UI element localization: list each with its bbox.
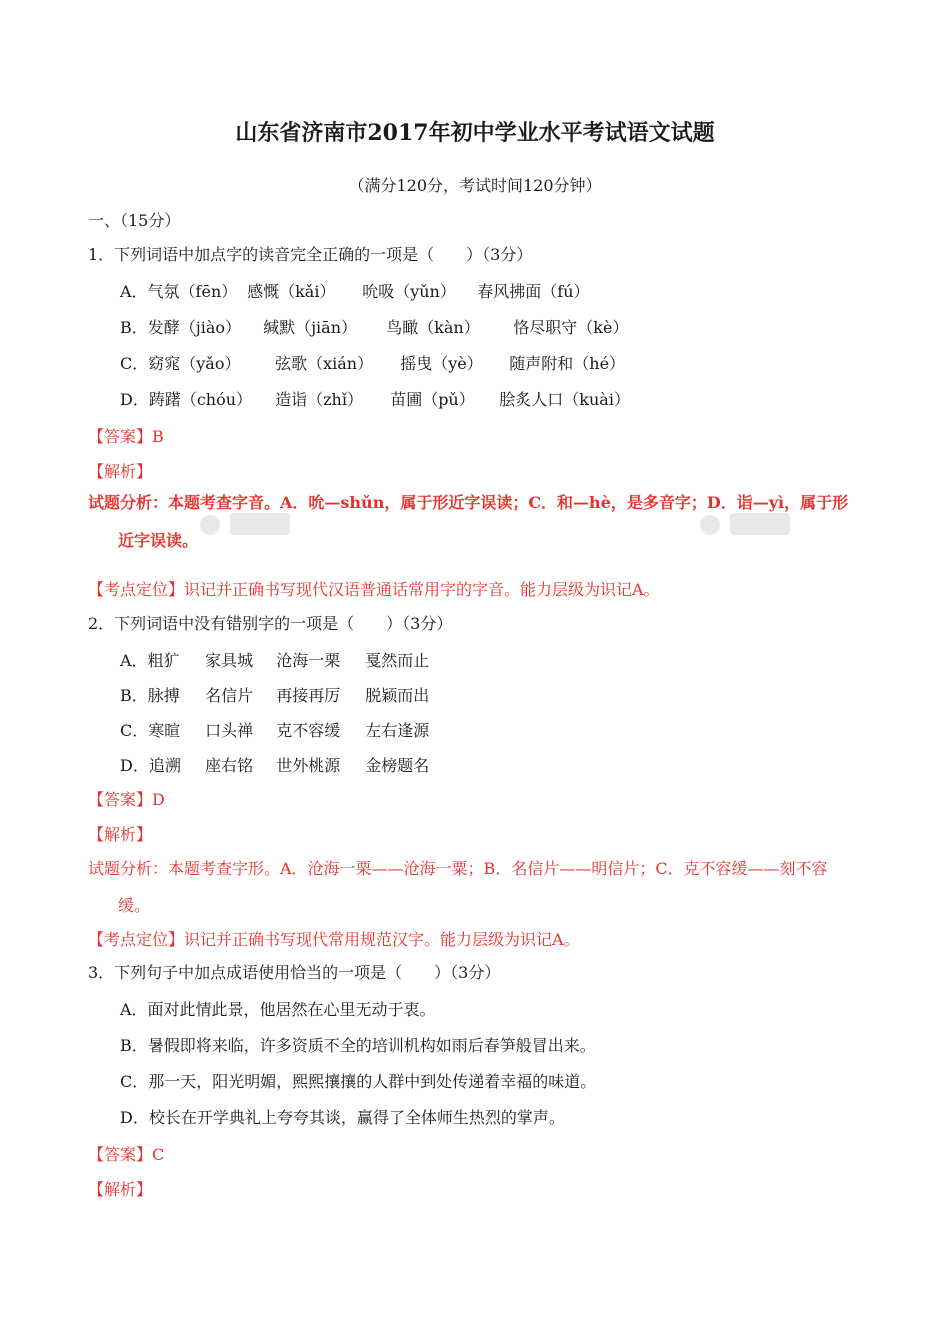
key-point: 【考点定位】识记并正确书写现代汉语普通话常用字的字音。能力层级为识记A。 [88, 580, 660, 599]
page-title: 山东省济南市2017年初中学业水平考试语文试题 [235, 120, 715, 146]
option-term: 随声附和（hé） [509, 354, 626, 373]
option-term: 弦歌（xián） [275, 354, 374, 373]
question-3-stem: 3．下列句子中加点成语使用恰当的一项是（ ）（3分） [88, 963, 501, 982]
option-term: 缄默（jiān） [263, 318, 358, 337]
option-term: 家具城 [205, 651, 254, 670]
q2-option-a [120, 650, 429, 672]
option-term: D．踌躇（chóu） [120, 390, 253, 409]
key-point: 【考点定位】识记并正确书写现代常用规范汉字。能力层级为识记A。 [88, 930, 580, 949]
option-term: A．气氛（fēn） [120, 282, 238, 301]
q3-option-c: C．那一天，阳光明媚，熙熙攘攘的人群中到处传递着幸福的味道。 [120, 1072, 597, 1091]
section-heading: 一、（15分） [88, 211, 181, 230]
analysis-label: 【解析】 [88, 1180, 153, 1199]
q1-option-c [120, 353, 625, 375]
option-term: 春风拂面（fú） [477, 282, 590, 301]
option-term: 吮吸（yǔn） [362, 282, 456, 301]
option-term: D．追溯 [120, 756, 181, 775]
option-term: 苗圃（pǔ） [390, 390, 475, 409]
answer-label: 【答案】B [88, 427, 164, 446]
q3-option-b: B．暑假即将来临，许多资质不全的培训机构如雨后春笋般冒出来。 [120, 1036, 596, 1055]
option-term: C．寒暄 [120, 721, 181, 740]
option-term: 感慨（kǎi） [247, 282, 336, 301]
option-term: B．发酵（jiào） [120, 318, 242, 337]
option-term: 左右逢源 [365, 721, 430, 740]
analysis-label: 【解析】 [88, 825, 153, 844]
answer-label: 【答案】C [88, 1145, 165, 1164]
option-term: A．粗犷 [120, 651, 180, 670]
analysis-text: 试题分析：本题考查字音。A．吮—shǔn，属于形近字误读；C．和—hè，是多音字；D．诣—yì，属于形 [88, 493, 849, 512]
option-term: 再接再厉 [276, 686, 341, 705]
analysis-text-cont: 近字误读。 [118, 531, 199, 550]
option-term: 座右铭 [205, 756, 254, 775]
option-term: 脍炙人口（kuài） [499, 390, 630, 409]
analysis-label: 【解析】 [88, 462, 153, 481]
question-1-stem: 1．下列词语中加点字的读音完全正确的一项是（ ）（3分） [88, 245, 533, 264]
analysis-text: 试题分析：本题考查字形。A．沧海一栗——沧海一粟；B．名信片——明信片；C．克不容缓——刻不容 [88, 859, 828, 878]
question-2-stem: 2．下列词语中没有错别字的一项是（ ）（3分） [88, 614, 453, 633]
q3-option-d: D．校长在开学典礼上夸夸其谈，赢得了全体师生热烈的掌声。 [120, 1108, 565, 1127]
q2-option-d [120, 755, 429, 777]
option-term: 恪尽职守（kè） [513, 318, 629, 337]
q1-option-a [120, 281, 590, 303]
q2-option-b [120, 685, 429, 707]
option-term: 鸟瞰（kàn） [386, 318, 480, 337]
q1-option-d [120, 389, 630, 411]
option-term: 克不容缓 [276, 721, 341, 740]
option-term: 脱颖而出 [365, 686, 430, 705]
option-term: 戛然而止 [365, 651, 430, 670]
q2-option-c [120, 720, 429, 742]
q3-option-a: A．面对此情此景，他居然在心里无动于衷。 [120, 1000, 436, 1019]
analysis-text-cont: 缓。 [118, 896, 151, 915]
q1-option-b [120, 317, 628, 339]
option-term: 金榜题名 [365, 756, 430, 775]
option-term: 摇曳（yè） [400, 354, 483, 373]
option-term: B．脉搏 [120, 686, 180, 705]
option-term: 沧海一栗 [276, 651, 341, 670]
answer-label: 【答案】D [88, 790, 165, 809]
exam-info: （满分120分，考试时间120分钟） [348, 176, 602, 195]
option-term: C．窈窕（yǎo） [120, 354, 241, 373]
option-term: 世外桃源 [276, 756, 341, 775]
option-term: 造诣（zhǐ） [275, 390, 363, 409]
option-term: 口头禅 [205, 721, 254, 740]
option-term: 名信片 [205, 686, 254, 705]
